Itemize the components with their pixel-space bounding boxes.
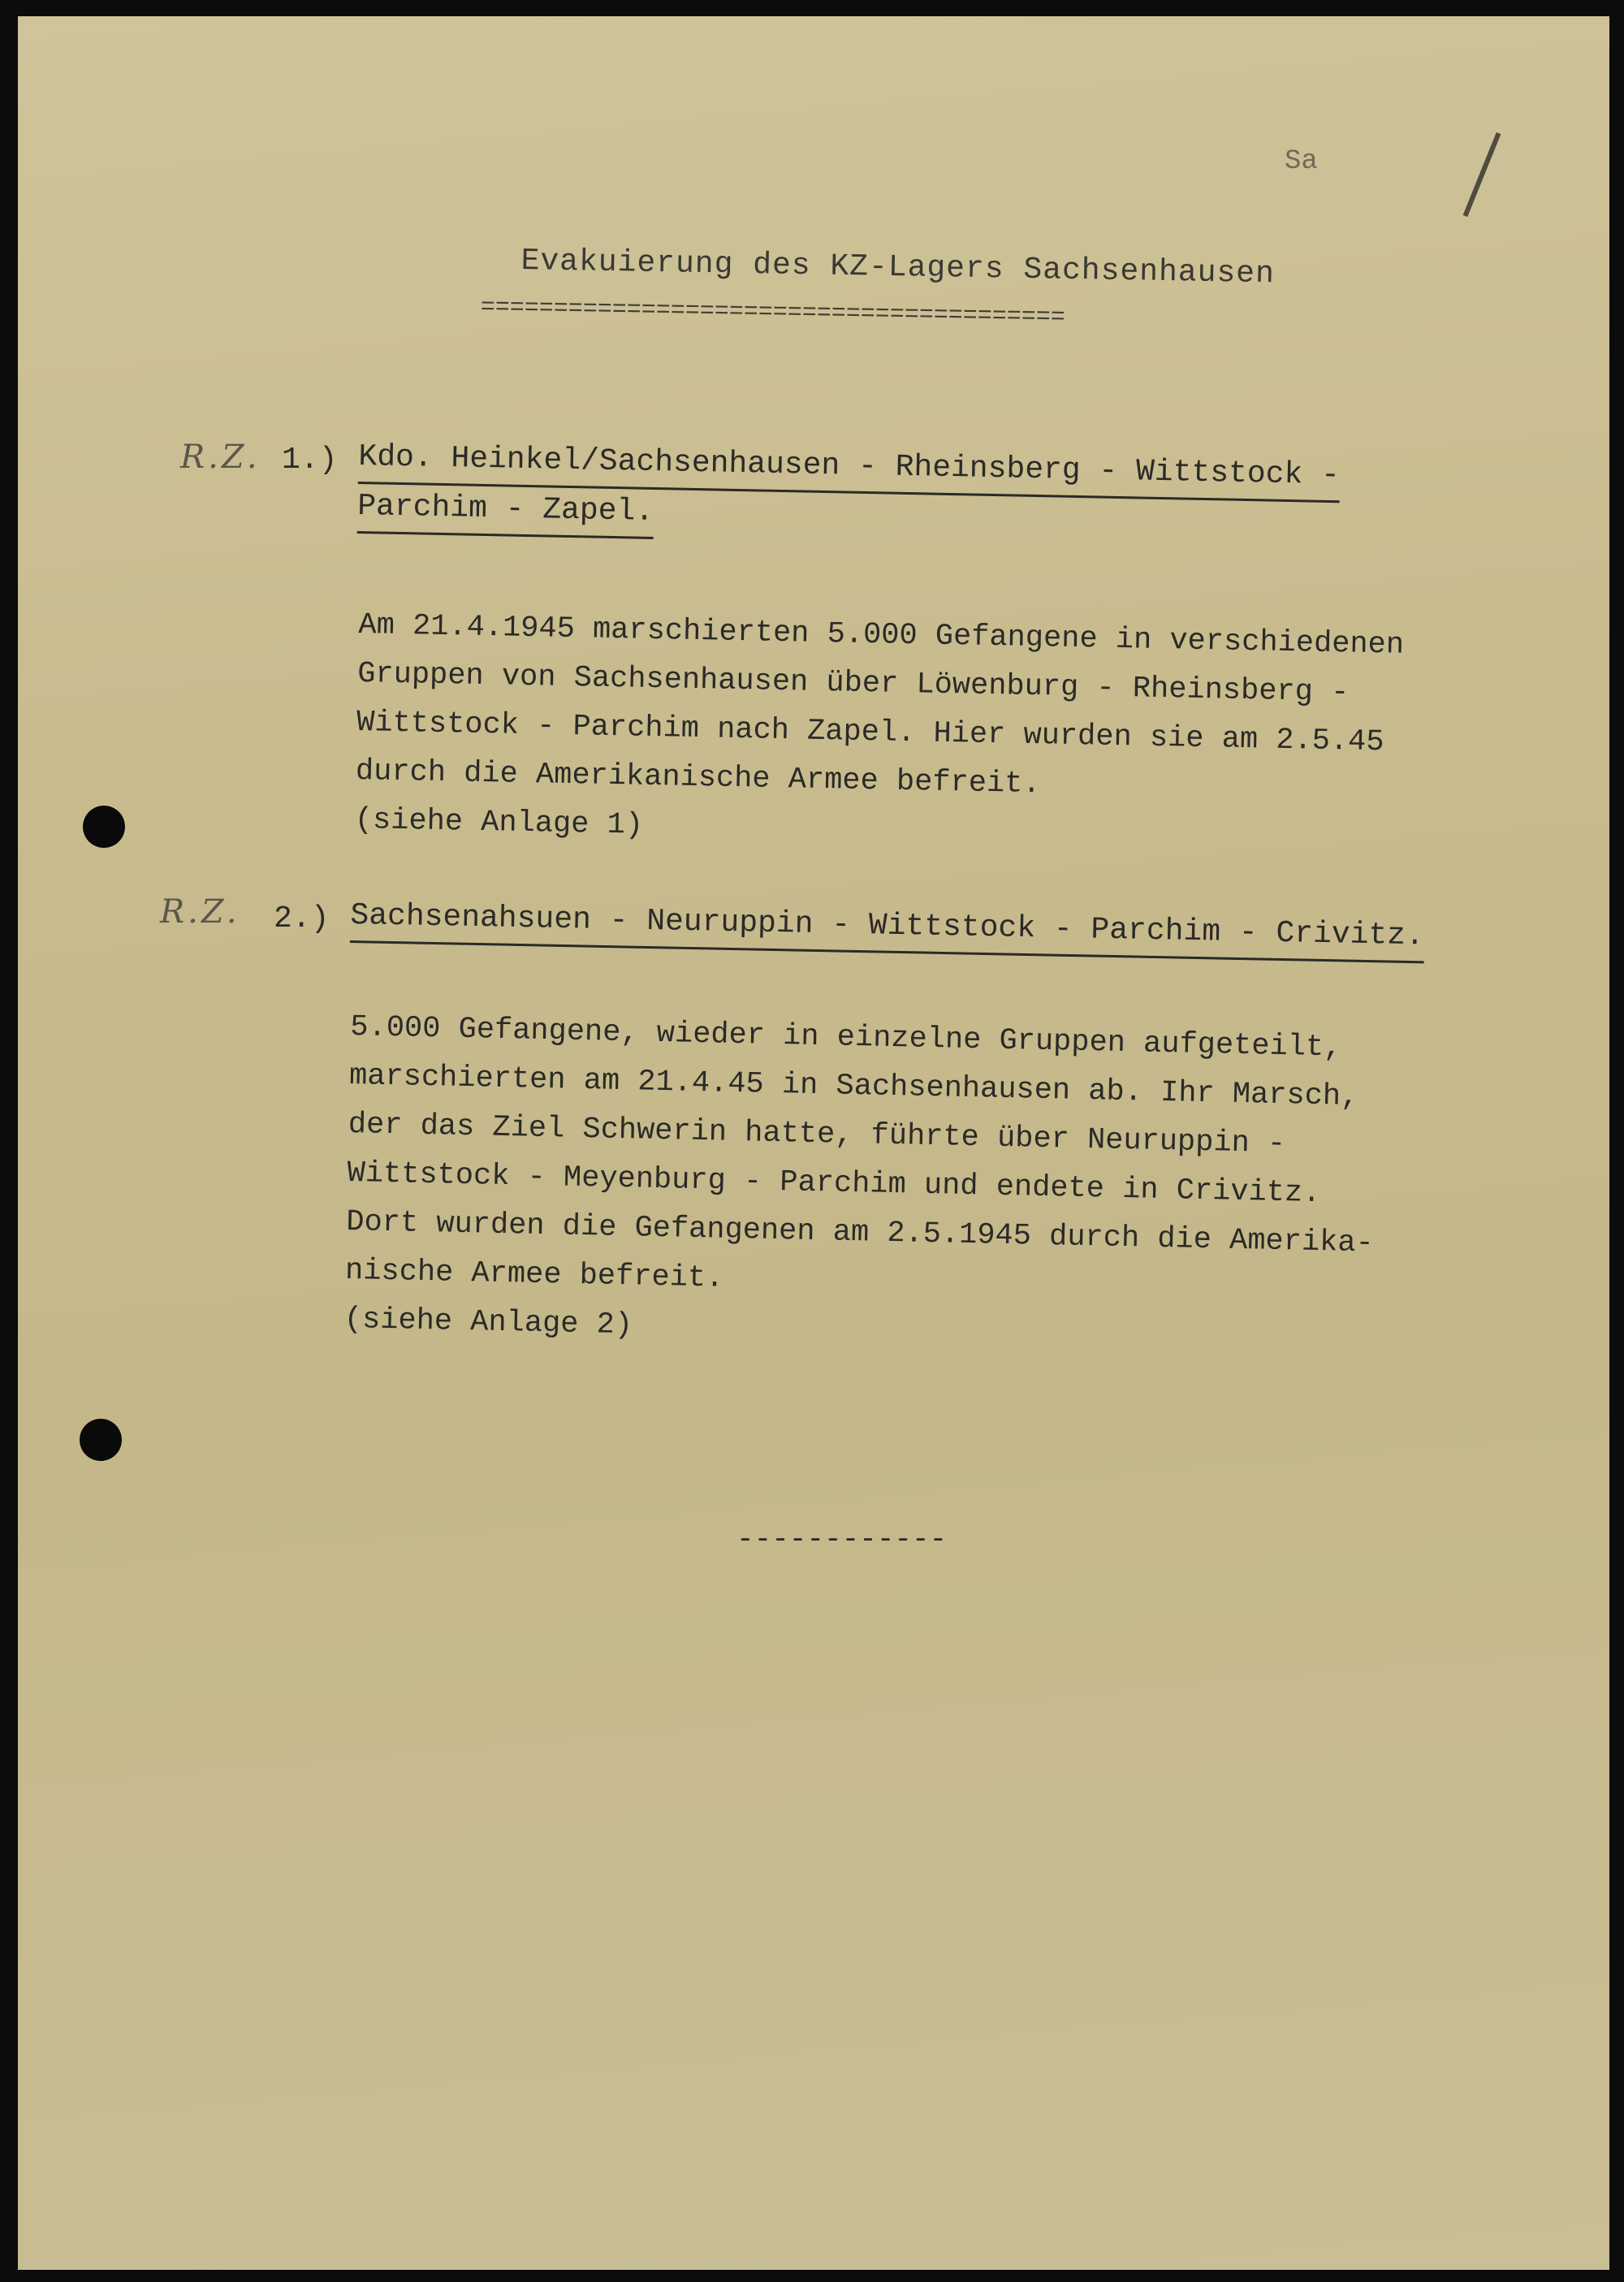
handwritten-annotation-2: R.Z. [160,893,240,931]
section-2-body-line: Wittstock - Meyenburg - Parchim und endete in Crivitz. [347,1156,1321,1212]
document-page [18,16,1609,2270]
section-2-body-line: (siehe Anlage 2) [343,1302,633,1343]
handwritten-check-mark [1463,132,1501,217]
document-title: Evakuierung des KZ-Lagers Sachsenhausen [520,244,1276,292]
section-1-body-line: durch die Amerikanische Armee befreit. [355,754,1041,802]
section-2-number: 2.) [274,901,330,936]
section-2-heading [350,893,1425,963]
punch-hole-upper [83,806,125,848]
section-1-body-line: Wittstock - Parchim nach Zapel. Hier wurden sie am 2.5.45 [356,705,1384,760]
section-2-body [343,1003,1378,1365]
section-1-body [354,601,1404,865]
end-separator: ------------ [736,1523,948,1556]
page-mark: Sa [1285,146,1318,177]
section-2-body-line: der das Ziel Schwerin hatte, führte über Neuruppin - [348,1107,1286,1162]
section-2-body-line: 5.000 Gefangene, wieder in einzelne Gruppen aufgeteilt, [349,1009,1342,1065]
section-2-body-line: marschierten am 21.4.45 in Sachsenhausen ab. Ihr Marsch, [348,1058,1359,1115]
section-1-heading [357,434,1341,552]
section-2-body-line: Dort wurden die Gefangenen am 2.5.1945 durch die Amerika- [345,1204,1375,1261]
section-1-number: 1.) [282,443,338,478]
section-1-heading-line-1: Kdo. Heinkel/Sachsenhausen - Rheinsberg - Wittstock - [358,434,1341,503]
handwritten-annotation-1: R.Z. [180,439,261,476]
section-2-heading-line-1: Sachsenahsuen - Neuruppin - Wittstock - Parchim - Crivitz. [350,893,1425,963]
section-1-heading-line-2: Parchim - Zapel. [357,484,654,539]
section-1-body-line: (siehe Anlage 1) [354,802,644,843]
section-1-body-line: Am 21.4.1945 marschierten 5.000 Gefangene in verschiedenen [358,607,1405,663]
section-2-body-line: nische Armee befreit. [344,1253,724,1296]
punch-hole-lower [80,1419,122,1461]
title-double-underline: ======================================== [480,294,1066,332]
section-1-body-line: Gruppen von Sachsenhausen über Löwenburg - Rheinsberg - [356,656,1350,711]
